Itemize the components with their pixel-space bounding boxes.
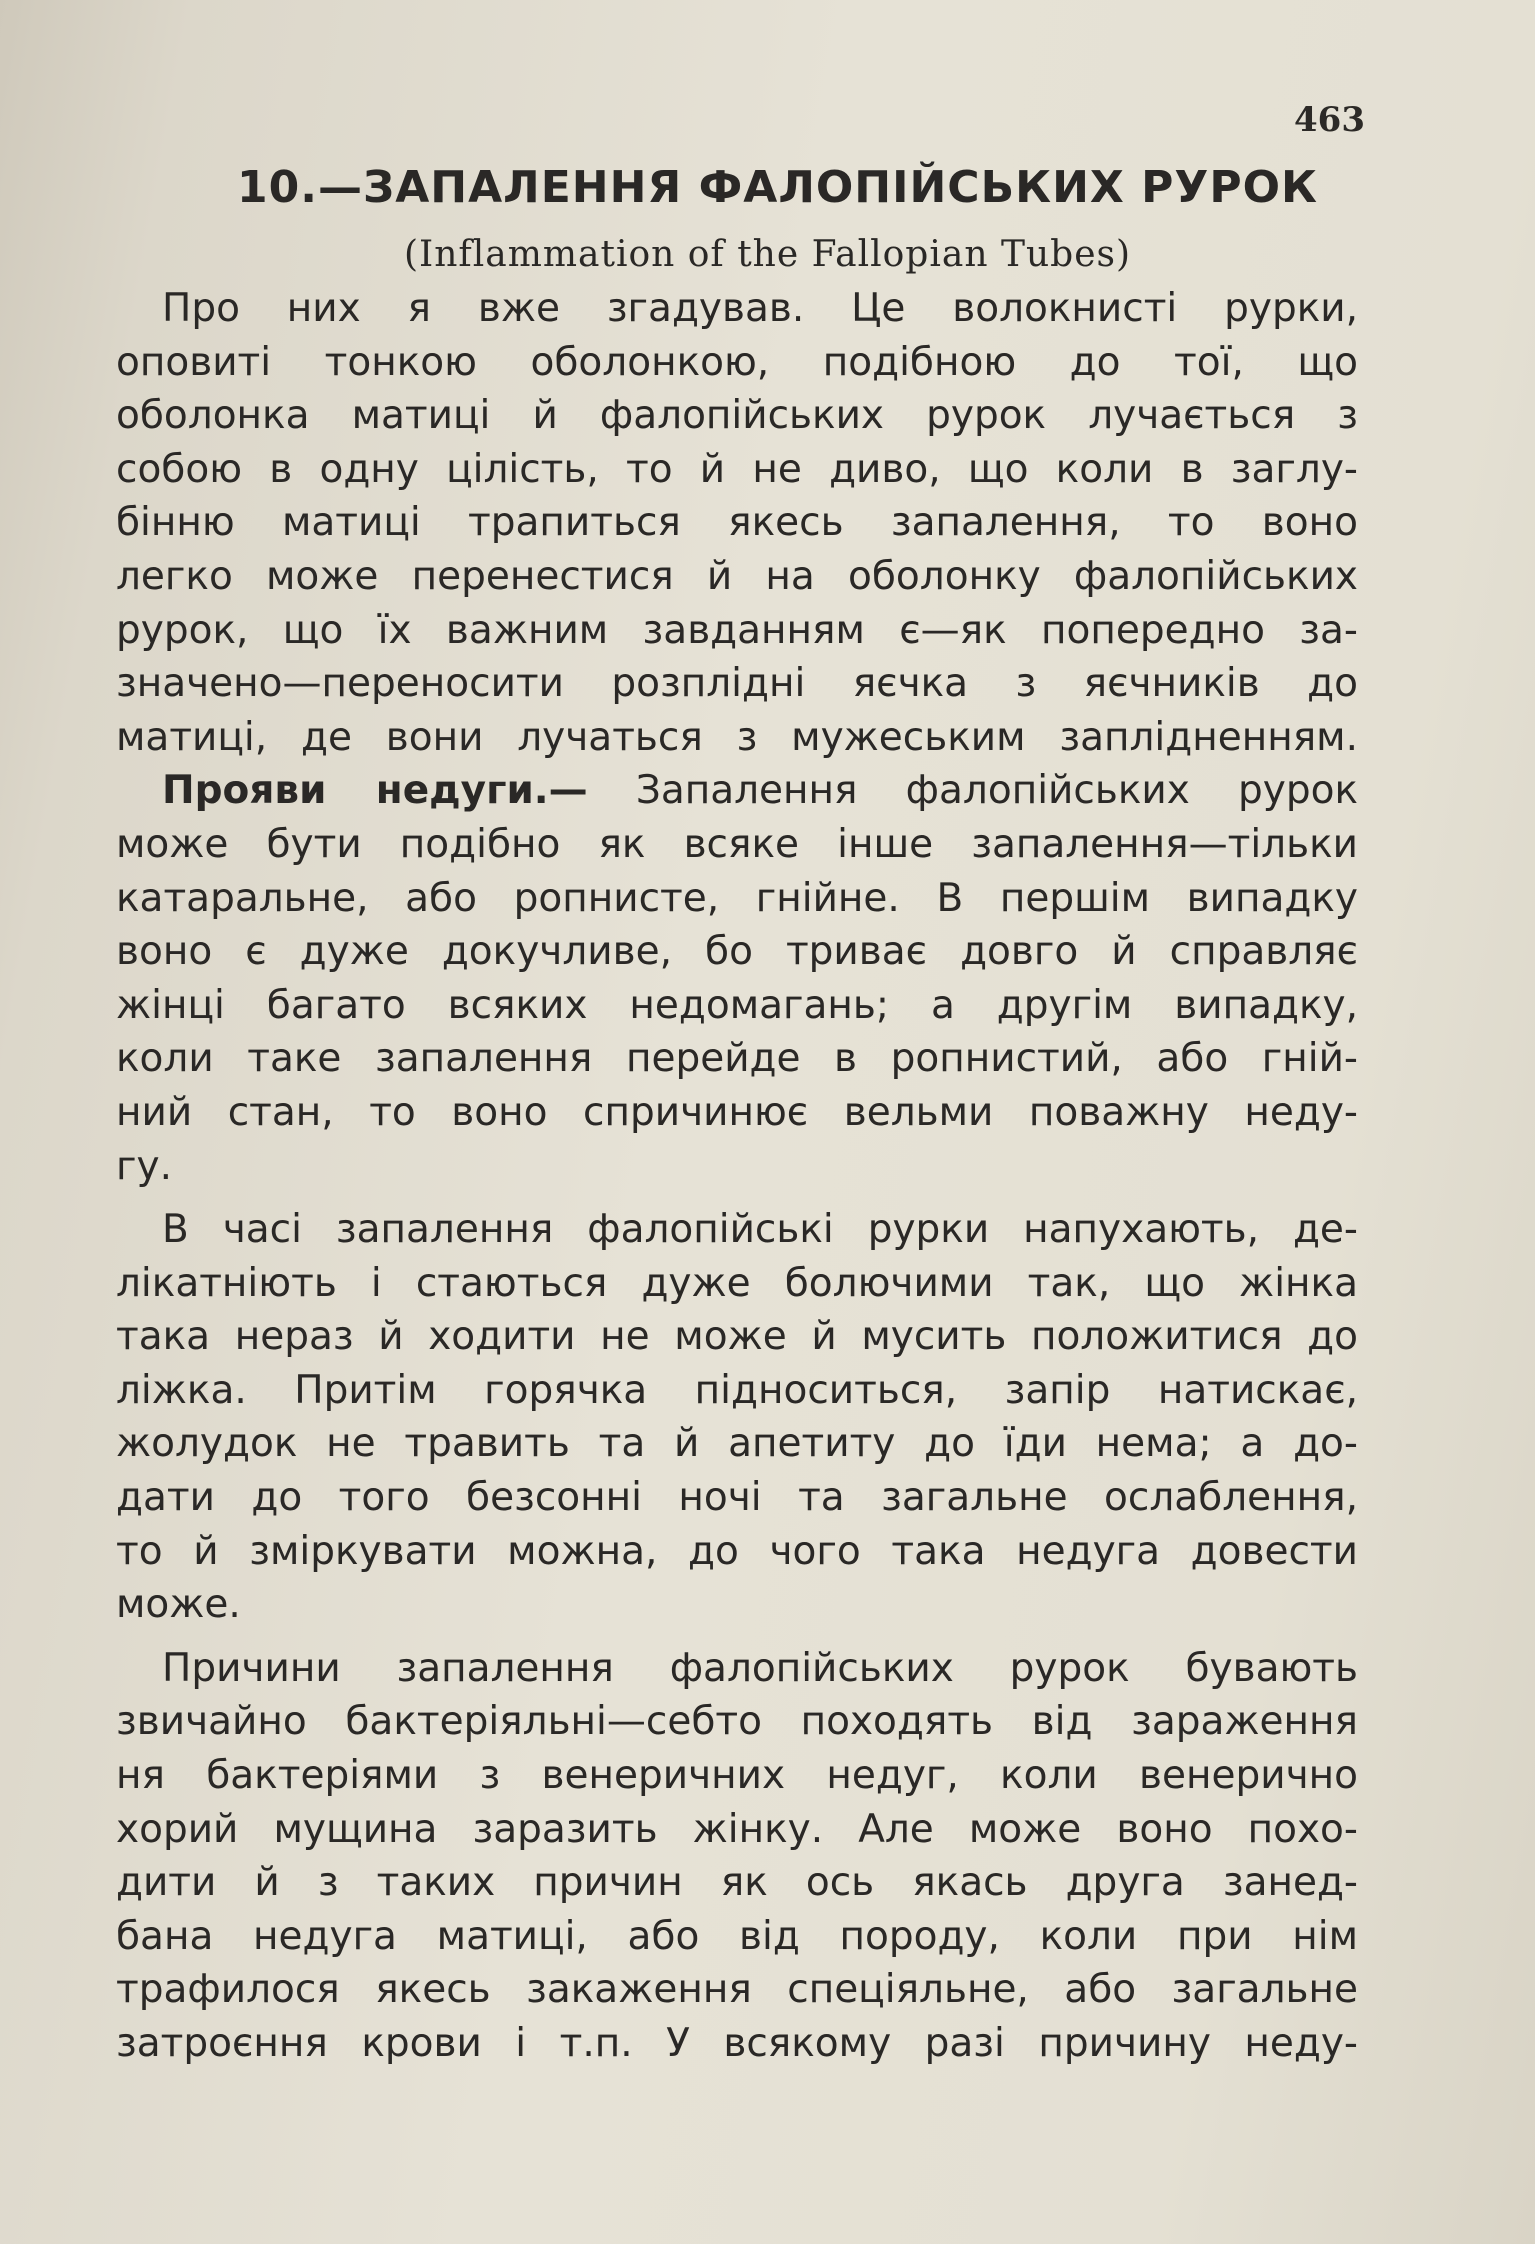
text-line: трафилося якесь закаження спеціяльне, або загальне bbox=[116, 1967, 1358, 2013]
text-line: дити й з таких причин як ось якась друга занед- bbox=[116, 1860, 1358, 1906]
text-line: затроєння крови і т.п. У всякому разі причину неду- bbox=[116, 2021, 1358, 2066]
text-line: може бути подібно як всяке інше запалення—тільки bbox=[116, 821, 1358, 867]
text-line: оболонка матиці й фалопійських рурок лучається з bbox=[116, 393, 1358, 439]
text-line: може. bbox=[116, 1582, 241, 1628]
text-line: матиці, де вони лучаться з мужеським заплідненням. bbox=[116, 714, 1358, 760]
text-line: Про них я вже згадував. Це волокнисті рурки, bbox=[162, 286, 1358, 331]
text-line bbox=[116, 764, 1358, 818]
text-line: бінню матиці трапиться якесь запалення, то воно bbox=[116, 500, 1358, 546]
text-line: рурок, що їх важним завданням є—як попередно за- bbox=[116, 607, 1358, 653]
text-line: катаральне, або ропнисте, гнійне. В першім випадку bbox=[116, 875, 1358, 921]
text-line: ня бактеріями з венеричних недуг, коли венерично bbox=[116, 1753, 1358, 1799]
text-line: хорий мущина заразить жінку. Але може воно похо- bbox=[116, 1806, 1358, 1852]
text-line: ліжка. Притім горячка підноситься, запір натискає, bbox=[116, 1367, 1358, 1413]
text-line: то й зміркувати можна, до чого така недуга довести bbox=[116, 1528, 1358, 1574]
text-line: дати до того безсонні ночі та загальне ослаблення, bbox=[116, 1475, 1358, 1521]
text-line-rest: Запалення фалопійських рурок bbox=[635, 768, 1358, 814]
text-line: В часі запалення фалопійські рурки напухають, де- bbox=[162, 1207, 1358, 1253]
text-line: жолудок не травить та й апетиту до їди нема; а до- bbox=[116, 1421, 1358, 1467]
text-line: ний стан, то воно спричинює вельми поважну неду- bbox=[116, 1089, 1358, 1135]
page-number: 463 bbox=[1294, 100, 1365, 140]
text-line: оповиті тонкою оболонкою, подібною до тої, що bbox=[116, 339, 1358, 385]
text-line: лікатніють і стаються дуже болючими так, що жінка bbox=[116, 1260, 1358, 1306]
text-line: легко може перенестися й на оболонку фалопійських bbox=[116, 553, 1358, 599]
text-line: Причини запалення фалопійських рурок бувають bbox=[162, 1645, 1358, 1691]
text-line: значено—переносити розплідні яєчка з яєчників до bbox=[116, 661, 1358, 707]
section-heading: 10.—ЗАПАЛЕННЯ ФАЛОПІЙСЬКИХ РУРОК bbox=[237, 162, 1318, 213]
text-line: така нераз й ходити не може й мусить положитися до bbox=[116, 1314, 1358, 1360]
body-text bbox=[116, 282, 1358, 2071]
section-lead: Прояви недуги.— bbox=[162, 768, 588, 814]
text-line: гу. bbox=[116, 1143, 172, 1189]
paragraph-gap bbox=[116, 1193, 1358, 1203]
text-line: собою в одну цілість, то й не диво, що коли в заглу- bbox=[116, 446, 1358, 492]
text-line: воно є дуже докучливе, бо триває довго й справляє bbox=[116, 929, 1358, 975]
paragraph-gap bbox=[116, 1632, 1358, 1642]
text-line: бана недуга матиці, або від породу, коли при нім bbox=[116, 1913, 1358, 1959]
text-line: звичайно бактеріяльні—себто походять від зараження bbox=[116, 1699, 1358, 1745]
text-line: коли таке запалення перейде в ропнистий, або гній- bbox=[116, 1036, 1358, 1082]
section-subheading: (Inflammation of the Fallopian Tubes) bbox=[403, 234, 1132, 275]
text-line: жінці багато всяких недомагань; а другім випадку, bbox=[116, 982, 1358, 1028]
